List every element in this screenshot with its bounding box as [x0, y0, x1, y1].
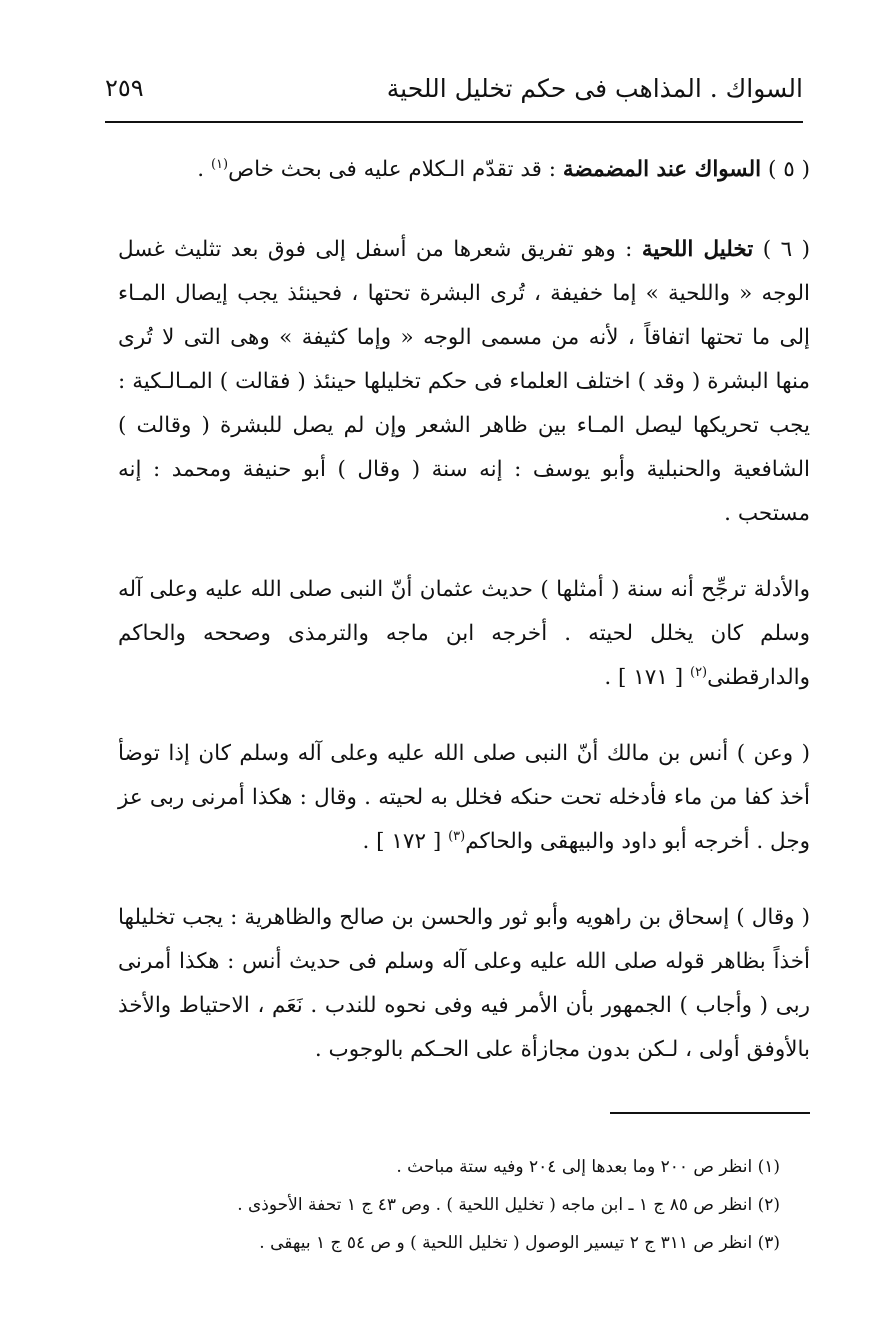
section-6-heading: تخليل اللحية	[641, 237, 754, 262]
page-number: ٢٥٩	[105, 74, 144, 102]
anas-text: ( وعن ) أنس بن مالك أنّ النبى صلى الله عليه وعلى آله وسلم كان إذا توضأ أخذ كفا من ماء فأدخله تحت حنكه فخلل به لحيته . وقال : هكذا أمرنى ربى عز وجل . أخرجه أبو داود والبيهقى والحاكم	[118, 741, 810, 854]
ishaq-paragraph	[118, 896, 810, 1072]
footnotes	[140, 1148, 780, 1262]
footnote-ref-1: (١)	[210, 156, 229, 172]
anas-hadith-ref: [ ١٧٢ ] .	[362, 829, 442, 854]
running-title: السواك . المذاهب فى حكم تخليل اللحية	[386, 73, 803, 103]
section-6-text: : وهو تفريق شعرها من أسفل إلى فوق بعد تثليث غسل الوجه « واللحية » إما خفيفة ، تُرى البشرة تحتها ، فحينئذ يجب إيصال المـاء إلى ما تحتها اتفاقاً ، لأنه من مسمى الوجه « وإما كثيفة » وهى التى لا تُرى منها البشرة ( وقد ) اختلف العلماء فى حكم تخليلها حينئذ ( فقالت ) المـالـكية : يجب تحريكها ليصل المـاء بين ظاهر الشعر وإن لم يصل للبشرة ( وقالت ) الشافعية والحنبلية وأبو يوسف : إنه سنة ( وقال ) أبو حنيفة ومحمد : إنه مستحب .	[118, 237, 810, 526]
section-5-heading: السواك عند المضمضة	[562, 157, 762, 182]
section-6-number: ( ٦ )	[762, 237, 810, 262]
footnote-ref-2: (٢)	[689, 664, 708, 680]
paragraph-gap	[118, 864, 810, 896]
anas-paragraph	[118, 732, 810, 864]
header-rule	[105, 121, 803, 123]
section-5-paragraph	[118, 148, 810, 192]
footnote-1: (١) انظر ص ٢٠٠ وما بعدها إلى ٢٠٤ وفيه ستة مباحث .	[396, 1157, 780, 1177]
ishaq-text: ( وقال ) إسحاق بن راهويه وأبو ثور والحسن بن صالح والظاهرية : يجب تخليلها أخذاً بظاهر قوله صلى الله عليه وعلى آله وسلم فى حديث أنس : هكذا أمرنى ربى ( وأجاب ) الجمهور بأن الأمر فيه وفى نحوه للندب . نَعَم ، الاحتياط والأخذ بالأوفق أولى ، لـكن بدون مجازأة على الحـكم بالوجوب .	[118, 905, 810, 1062]
footnote-rule	[610, 1112, 810, 1114]
paragraph-gap	[118, 536, 810, 568]
page-body	[118, 148, 810, 1072]
footnote-3: (٣) انظر ص ٣١١ ج ٢ تيسير الوصول ( تخليل اللحية ) و ص ٥٤ ج ١ بيهقى .	[259, 1233, 780, 1253]
section-5-number: ( ٥ )	[767, 157, 810, 182]
evidence-text: والأدلة ترجِّح أنه سنة ( أمثلها ) حديث عثمان أنّ النبى صلى الله عليه وعلى آله وسلم كان يخلل لحيته . أخرجه ابن ماجه والترمذى وصححه والحاكم والدارقطنى	[118, 577, 810, 690]
page-header	[105, 62, 803, 114]
footnote-2: (٢) انظر ص ٨٥ ج ١ ـ ابن ماجه ( تخليل اللحية ) . وص ٤٣ ج ١ تحفة الأحوذى .	[237, 1195, 780, 1215]
evidence-paragraph	[118, 568, 810, 700]
paragraph-gap	[118, 192, 810, 228]
section-5-text: : قد تقدّم الـكلام عليه فى بحث خاص	[228, 157, 556, 182]
section-6-paragraph	[118, 228, 810, 536]
footnote-ref-3: (٣)	[448, 828, 466, 844]
paragraph-gap	[118, 700, 810, 732]
section-5-end: .	[197, 157, 205, 182]
evidence-hadith-ref: [ ١٧١ ] .	[604, 665, 684, 690]
